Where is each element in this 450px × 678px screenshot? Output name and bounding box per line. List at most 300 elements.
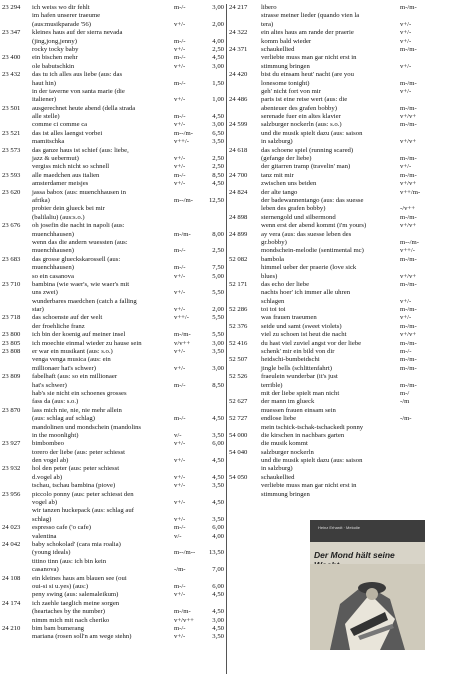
condition-grade — [174, 12, 204, 19]
condition-grade — [400, 231, 430, 238]
catalog-entry-row — [229, 121, 448, 128]
song-title: in the moonlight) — [32, 431, 79, 439]
song-title: lass mich nie, nie, nie mehr allein — [32, 406, 122, 414]
catalog-number: 24 217 — [229, 4, 248, 11]
condition-grade: v+/- — [174, 62, 186, 70]
price — [430, 172, 448, 179]
song-title: mit der liebe spielt man nicht — [261, 389, 340, 397]
catalog-entry-row — [2, 415, 224, 422]
price — [204, 29, 224, 36]
price — [430, 12, 448, 19]
song-title: kleines haus auf der sierra nevada — [32, 29, 123, 37]
condition-grade — [400, 264, 430, 271]
song-title: was frauen traeumen — [261, 314, 317, 322]
catalog-entry-row — [229, 256, 448, 263]
condition-grade — [400, 449, 430, 456]
condition-grade — [400, 130, 430, 137]
song-title: stimmung bringen — [261, 490, 310, 498]
price: 2,50 — [212, 163, 224, 171]
condition-grade — [174, 541, 204, 548]
catalog-entry-row — [2, 507, 224, 514]
price — [430, 382, 448, 389]
condition-grade: m-/m- — [400, 280, 417, 288]
condition-grade — [174, 281, 204, 288]
song-title: die kirschen in nachbars garten — [261, 431, 345, 439]
catalog-number: 23 805 — [2, 339, 21, 347]
price: 4,50 — [212, 591, 224, 599]
song-title: alle stelle) — [32, 113, 60, 121]
catalog-number: 24 042 — [2, 541, 21, 548]
catalog-entry-row — [2, 356, 224, 363]
condition-grade: m-/m- — [400, 381, 417, 389]
condition-grade: m-/- — [174, 79, 186, 87]
catalog-entry-row — [2, 197, 224, 204]
price: 6,00 — [212, 582, 224, 590]
price — [430, 46, 448, 53]
price — [430, 415, 448, 422]
cover-illustration — [310, 564, 425, 650]
catalog-entry-row — [229, 205, 448, 212]
song-title: tschau, tschau bambina (piove) — [32, 482, 116, 490]
catalog-number: 24 700 — [229, 171, 248, 179]
catalog-number: 52 171 — [229, 280, 248, 288]
price — [430, 373, 448, 380]
condition-grade: m-/m- — [400, 356, 417, 364]
price — [204, 424, 224, 431]
price: 4,50 — [212, 180, 224, 188]
catalog-number: 23 710 — [2, 280, 21, 288]
condition-grade — [174, 222, 204, 229]
song-title: das grosse glueckskarossell (aus: — [32, 255, 121, 263]
song-title: stimmung bringen — [261, 62, 310, 70]
price — [430, 424, 448, 431]
catalog-entry-row — [2, 566, 224, 573]
song-title: der badewannentango (aus: das suesse — [261, 196, 364, 204]
catalog-entry-row — [229, 96, 448, 103]
price — [430, 449, 448, 456]
catalog-entry-row — [2, 549, 224, 556]
price — [430, 21, 448, 28]
catalog-number: 24 824 — [229, 188, 248, 196]
catalog-entry-row — [2, 180, 224, 187]
price: 4,50 — [212, 415, 224, 423]
price — [204, 407, 224, 414]
catalog-entry-row — [229, 38, 448, 45]
catalog-entry-row — [2, 373, 224, 380]
price: 2,50 — [212, 45, 224, 53]
song-title: (gefange der liebe) — [261, 155, 312, 163]
price — [204, 298, 224, 305]
song-title: peny swing (aus: salemaleikum) — [32, 591, 119, 599]
price — [430, 264, 448, 271]
catalog-entry-row — [2, 348, 224, 355]
condition-grade: v+/- — [174, 289, 186, 297]
price — [430, 121, 448, 128]
condition-grade — [174, 214, 204, 221]
catalog-entry-row — [2, 264, 224, 271]
song-title: ich weiss wo dir fehlt — [32, 4, 90, 11]
song-title: (young ideals) — [32, 549, 71, 557]
price: 3,00 — [212, 616, 224, 624]
catalog-number: 24 023 — [2, 524, 21, 532]
song-title: die musik kommt — [261, 440, 308, 448]
song-title: jingle bells (schlittenfahrt) — [261, 364, 332, 372]
song-title: ein bischen mehr — [32, 54, 78, 62]
catalog-entry-row — [2, 281, 224, 288]
price: 2,00 — [212, 20, 224, 28]
catalog-number: 24 174 — [2, 599, 21, 607]
condition-grade: v+/- — [174, 306, 186, 314]
price — [430, 407, 448, 414]
condition-grade — [400, 424, 430, 431]
price: 2,00 — [212, 306, 224, 314]
price — [204, 12, 224, 19]
song-title: endlose liebe — [261, 415, 297, 423]
condition-grade: m-/m- — [400, 255, 417, 263]
cover-title: Der Mond hält seine — [314, 550, 395, 560]
catalog-entry-row — [229, 46, 448, 53]
song-title: toi toi toi — [261, 306, 286, 314]
song-title: so ein casanova — [32, 272, 74, 280]
catalog-entry-row — [229, 172, 448, 179]
catalog-entry-row — [2, 147, 224, 154]
condition-grade: v+/- — [174, 364, 186, 372]
catalog-entry-row — [229, 373, 448, 380]
song-title: mandolinen und mondschein (mandolins — [32, 423, 142, 431]
catalog-entry-row — [2, 575, 224, 582]
price — [430, 482, 448, 489]
catalog-entry-row — [229, 356, 448, 363]
condition-grade: v+/- — [174, 633, 186, 641]
catalog-entry-row — [2, 88, 224, 95]
price — [204, 491, 224, 498]
catalog-number: 23 294 — [2, 4, 21, 11]
price — [430, 80, 448, 87]
price — [430, 440, 448, 447]
catalog-entry-row — [2, 583, 224, 590]
song-title: himmel ueber der praerie (love sick — [261, 264, 357, 272]
price — [430, 205, 448, 212]
song-title: in salzburg) — [261, 138, 293, 146]
catalog-number: 23 809 — [2, 373, 21, 381]
song-title: vergiss mich nicht so schnell — [32, 163, 110, 171]
condition-grade: v+/v+ — [400, 138, 417, 146]
song-title: in salzburg) — [261, 465, 293, 473]
condition-grade: v+/v+ — [400, 331, 417, 339]
song-title: salzburger nockerln — [261, 448, 314, 456]
song-title: sternengold und silbermond — [261, 213, 336, 221]
song-title: muenchhausen) — [32, 264, 74, 272]
price — [204, 281, 224, 288]
song-title: schlagen — [261, 297, 285, 305]
catalog-entry-row — [229, 54, 448, 61]
price — [204, 222, 224, 229]
song-title: haut hin) — [32, 79, 56, 87]
catalog-number: 24 898 — [229, 213, 248, 221]
song-title: wenn das die andern wuessten (aus: — [32, 238, 128, 246]
catalog-entry-row — [2, 432, 224, 439]
catalog-entry-row — [229, 239, 448, 246]
catalog-entry-row — [2, 625, 224, 632]
song-title: nachts hoer' ich immer alle uhren — [261, 289, 351, 297]
catalog-number: 52 286 — [229, 306, 248, 314]
condition-grade: v++/m- — [400, 188, 421, 196]
song-title: ausgerechnet heute abend (della strada — [32, 104, 136, 112]
song-title: alle maedchen aus italien — [32, 171, 100, 179]
price — [430, 214, 448, 221]
condition-grade: v++/- — [174, 314, 189, 322]
condition-grade: m-/- — [174, 381, 186, 389]
price — [430, 88, 448, 95]
price — [204, 189, 224, 196]
condition-grade: v/- — [174, 532, 182, 540]
price: 3,50 — [212, 482, 224, 490]
song-title: probier dein glueck bei mir — [32, 205, 105, 213]
condition-grade — [174, 600, 204, 607]
catalog-entry-row — [2, 323, 224, 330]
song-title: (aus: schlag auf schlag) — [32, 415, 95, 423]
song-title: seide und samt (sweet violets) — [261, 322, 342, 330]
price — [430, 298, 448, 305]
catalog-entry-row — [2, 130, 224, 137]
condition-grade — [174, 298, 204, 305]
price — [430, 197, 448, 204]
condition-grade: m-/m- — [400, 104, 417, 112]
price: 8,00 — [212, 230, 224, 238]
condition-grade: -/v++ — [400, 205, 415, 213]
price — [204, 88, 224, 95]
catalog-entry-row — [229, 474, 448, 481]
condition-grade: v+/- — [400, 20, 412, 28]
condition-grade: v+/- — [400, 163, 412, 171]
price: 3,50 — [212, 633, 224, 641]
song-title: das schoene spiel (running scared) — [261, 146, 354, 154]
song-title: heidschi-bumbeidschi — [261, 356, 320, 364]
price — [430, 189, 448, 196]
song-title: der froehliche franz — [32, 322, 85, 330]
catalog-entry-row — [229, 180, 448, 187]
catalog-entry-row — [2, 239, 224, 246]
price — [430, 105, 448, 112]
song-title: schlag) — [32, 515, 52, 523]
song-title: uns zwei) — [32, 289, 58, 297]
catalog-number: 24 108 — [2, 574, 21, 582]
song-title: lonesome tonight) — [261, 79, 310, 87]
condition-grade: m-/- — [174, 4, 186, 11]
condition-grade — [174, 256, 204, 263]
song-title: und die musik spielt dazu (aus: saison — [261, 457, 363, 465]
price — [430, 323, 448, 330]
song-title: torero der liebe (aus: peter schiesst — [32, 448, 126, 456]
catalog-entry-row — [229, 214, 448, 221]
price — [204, 256, 224, 263]
condition-grade: v+/- — [400, 314, 412, 322]
price — [430, 231, 448, 238]
catalog-entry-row — [2, 21, 224, 28]
catalog-number: 23 683 — [2, 255, 21, 263]
condition-grade — [174, 88, 204, 95]
song-title: salzburger nockerln (aus: s.o.) — [261, 121, 342, 129]
price: 12,50 — [208, 196, 224, 204]
song-title: schaukellied — [261, 473, 295, 481]
price — [430, 491, 448, 498]
song-title: komm bald wieder — [261, 37, 312, 45]
song-title: muessen frauen einsam sein — [261, 406, 336, 414]
condition-grade: v+/v++ — [174, 616, 194, 624]
condition-grade: v+/- — [400, 37, 412, 45]
song-title: hat's schwer) — [32, 381, 67, 389]
price — [430, 356, 448, 363]
catalog-entry-row — [229, 105, 448, 112]
price — [430, 71, 448, 78]
song-title: jassa babox (aus: muenchhausen in — [32, 188, 126, 196]
price: 3,50 — [212, 515, 224, 523]
catalog-entry-row — [2, 71, 224, 78]
price: 4,50 — [212, 499, 224, 507]
condition-grade: v+/- — [174, 499, 186, 507]
catalog-number: 23 800 — [2, 331, 21, 339]
song-title: tanz mit mir — [261, 171, 294, 179]
catalog-entry-row — [229, 113, 448, 120]
song-title: schaukellied — [261, 45, 295, 53]
song-title: muenchhausen) — [32, 247, 74, 255]
catalog-entry-row — [229, 415, 448, 422]
catalog-entry-row — [229, 340, 448, 347]
condition-grade: v/v++ — [174, 339, 191, 347]
price — [204, 214, 224, 221]
condition-grade: m--/m- — [174, 129, 193, 137]
catalog-number: 52 416 — [229, 339, 248, 347]
catalog-entry-row — [2, 205, 224, 212]
condition-grade: m-/- — [174, 524, 186, 532]
catalog-entry-row — [2, 499, 224, 506]
catalog-number: 24 210 — [2, 624, 21, 632]
price: 1,00 — [212, 96, 224, 104]
price — [430, 222, 448, 229]
condition-grade: v+/- — [174, 440, 186, 448]
song-title: vogel ab) — [32, 499, 58, 507]
price — [204, 558, 224, 565]
catalog-entry-row — [229, 323, 448, 330]
price — [430, 147, 448, 154]
catalog-entry-row — [2, 474, 224, 481]
condition-grade: m-/m- — [400, 155, 417, 163]
catalog-entry-row — [2, 155, 224, 162]
song-title: strasse meiner lieder (quando vien la — [261, 12, 360, 20]
catalog-number: 23 501 — [2, 104, 21, 112]
condition-grade — [400, 289, 430, 296]
song-title: serenade fuer ein altes klavier — [261, 113, 341, 121]
condition-grade — [174, 105, 204, 112]
catalog-entry-row — [2, 533, 224, 540]
catalog-entry-row — [229, 147, 448, 154]
catalog-number: 52 627 — [229, 398, 248, 406]
catalog-entry-row — [229, 432, 448, 439]
song-title: d.vogel ab) — [32, 473, 63, 481]
condition-grade — [174, 558, 204, 565]
song-title: du hast viel zuviel angst vor der liebe — [261, 339, 362, 347]
song-title: piccolo ponny (aus: peter schiesst den — [32, 490, 134, 498]
catalog-entry-row — [229, 197, 448, 204]
price — [430, 239, 448, 246]
condition-grade: -/m- — [400, 415, 412, 423]
song-title: ole babutschkin — [32, 62, 75, 70]
song-title: verliebte muss man gar nicht erst in — [261, 482, 357, 490]
catalog-entry-row — [2, 189, 224, 196]
song-title: wenn erst der abend kommt (i'm yours) — [261, 222, 367, 230]
condition-grade: v+/- — [174, 121, 186, 129]
song-title: der alte tango — [261, 188, 298, 196]
catalog-entry-row — [2, 314, 224, 321]
price: 5,50 — [212, 331, 224, 339]
catalog-entry-row — [229, 331, 448, 338]
song-title: wir tanzen huckepack (aus: schlag auf — [32, 507, 134, 515]
condition-grade: m-/- — [400, 348, 412, 356]
catalog-entry-row — [2, 558, 224, 565]
condition-grade — [400, 407, 430, 414]
song-title: das ist alles laengst vorbei — [32, 129, 103, 137]
song-title: afrika) — [32, 196, 50, 204]
song-title: leben des grafen bobby) — [261, 205, 326, 213]
song-title: das ganze haus ist schief (aus: liebe, — [32, 146, 129, 154]
price — [430, 180, 448, 187]
condition-grade — [174, 507, 204, 514]
price — [430, 457, 448, 464]
price — [430, 273, 448, 280]
song-title: oh josefin die nacht in napoli (aus: — [32, 222, 125, 230]
catalog-entry-row — [2, 365, 224, 372]
song-title: ich moechte einmal wieder zu hause sein — [32, 339, 142, 347]
price — [204, 71, 224, 78]
condition-grade: m-/m- — [400, 45, 417, 53]
condition-grade: m-/- — [174, 264, 186, 272]
condition-grade: m-/m- — [174, 608, 191, 616]
condition-grade: v+/- — [174, 515, 186, 523]
condition-grade — [174, 373, 204, 380]
condition-grade: v+/- — [174, 163, 186, 171]
catalog-entry-row — [2, 440, 224, 447]
price — [430, 432, 448, 439]
song-title: amsterdamer meisjes — [32, 180, 89, 188]
catalog-number: 24 486 — [229, 96, 248, 104]
condition-grade: m-/m- — [400, 322, 417, 330]
condition-grade: v++/- — [400, 247, 415, 255]
catalog-entry-row — [2, 449, 224, 456]
catalog-entry-row — [229, 189, 448, 196]
condition-grade: v+/- — [174, 457, 186, 465]
catalog-entry-row — [2, 306, 224, 313]
song-title: fabelhaft (aus: so ein millionaer — [32, 373, 118, 381]
condition-grade: v+/- — [174, 20, 186, 28]
condition-grade — [174, 398, 204, 405]
price — [204, 239, 224, 246]
catalog-entry-row — [2, 231, 224, 238]
song-title: das echo der liebe — [261, 280, 310, 288]
price — [430, 155, 448, 162]
price — [430, 29, 448, 36]
catalog-entry-row — [2, 29, 224, 36]
catalog-number: 52 376 — [229, 322, 248, 330]
price — [430, 38, 448, 45]
catalog-number: 23 593 — [2, 171, 21, 179]
song-title: mariana (rosen soll'n am wege stehn) — [32, 633, 132, 641]
condition-grade: m-/ — [400, 389, 410, 397]
price: 4,50 — [212, 473, 224, 481]
catalog-entry-row — [229, 424, 448, 431]
catalog-number: 23 676 — [2, 222, 21, 230]
catalog-entry-row — [229, 440, 448, 447]
condition-grade: m-/m- — [400, 213, 417, 221]
